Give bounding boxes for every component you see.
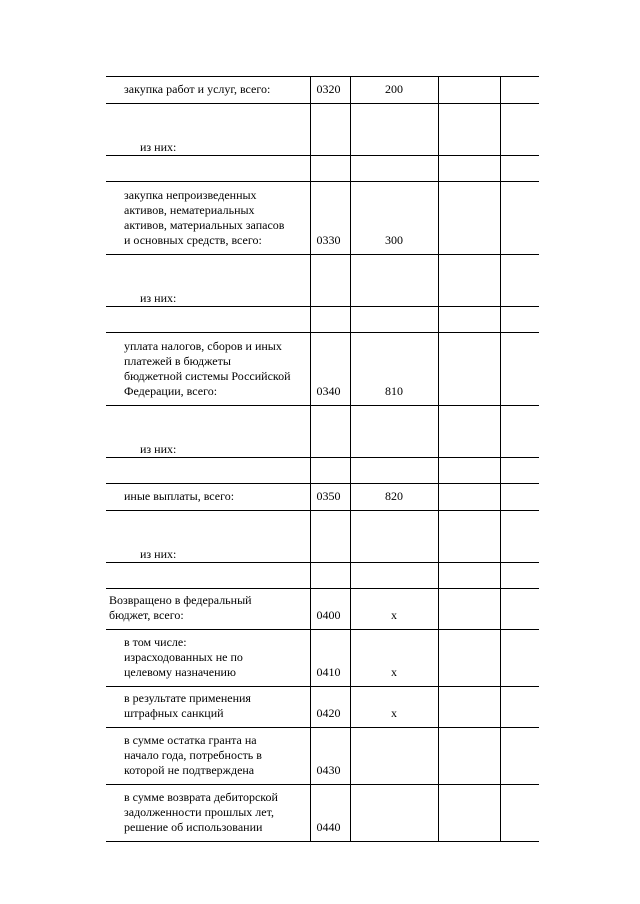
- row-code: 0400: [316, 608, 341, 622]
- row-name: [106, 339, 310, 405]
- empty-cell: [500, 511, 539, 563]
- empty-cell: [438, 255, 500, 307]
- row-kosgu-cell: [350, 687, 438, 728]
- row-name-line: бюджет, всего:: [109, 608, 184, 622]
- row-name-cell: [106, 255, 310, 307]
- row-name-line: уплата налогов, сборов и иных: [124, 339, 282, 353]
- table-row: [106, 484, 539, 511]
- empty-cell: [438, 563, 500, 589]
- row-kosgu: x: [391, 608, 397, 622]
- row-code-cell: [310, 182, 350, 255]
- empty-cell: [500, 77, 539, 104]
- row-name: [106, 635, 310, 686]
- row-name-line: и основных средств, всего:: [124, 233, 262, 247]
- empty-cell: [500, 785, 539, 842]
- empty-cell: [500, 406, 539, 458]
- row-code-cell: [310, 785, 350, 842]
- row-kosgu-cell: [350, 156, 438, 182]
- row-code-cell: [310, 255, 350, 307]
- row-name-line: платежей в бюджеты: [124, 354, 231, 368]
- row-kosgu: x: [391, 665, 397, 679]
- row-name-line: в том числе:: [124, 635, 187, 649]
- row-code-cell: [310, 728, 350, 785]
- row-code-cell: [310, 307, 350, 333]
- row-name-line: бюджетной системы Российской: [124, 369, 291, 383]
- row-code-cell: [310, 333, 350, 406]
- row-kosgu-cell: [350, 563, 438, 589]
- row-name-cell: [106, 563, 310, 589]
- row-kosgu-cell: [350, 182, 438, 255]
- row-name-cell: [106, 458, 310, 484]
- empty-cell: [500, 156, 539, 182]
- row-kosgu-cell: [350, 307, 438, 333]
- row-kosgu-cell: [350, 77, 438, 104]
- row-kosgu-cell: [350, 630, 438, 687]
- row-name-cell: [106, 333, 310, 406]
- row-name: из них:: [140, 547, 177, 561]
- row-name-line: штрафных санкций: [124, 706, 224, 720]
- row-code: 0350: [316, 489, 341, 503]
- row-kosgu-cell: [350, 406, 438, 458]
- row-code: 0340: [316, 384, 341, 398]
- table-row: [106, 104, 539, 156]
- empty-cell: [500, 630, 539, 687]
- row-name: иные выплаты, всего:: [124, 489, 235, 503]
- empty-cell: [438, 333, 500, 406]
- row-name-cell: [106, 77, 310, 104]
- table-row: [106, 182, 539, 255]
- empty-cell: [500, 104, 539, 156]
- empty-cell: [500, 563, 539, 589]
- row-code-cell: [310, 406, 350, 458]
- row-code-cell: [310, 156, 350, 182]
- row-code-cell: [310, 511, 350, 563]
- row-name: [106, 733, 310, 784]
- row-name-line: закупка непроизведенных: [124, 188, 257, 202]
- row-name-line: в результате применения: [124, 691, 251, 705]
- row-name-line: начало года, потребность в: [124, 748, 262, 762]
- table-row: [106, 563, 539, 589]
- row-code: 0410: [316, 665, 341, 679]
- row-code: 0330: [316, 233, 341, 247]
- row-name-cell: [106, 104, 310, 156]
- empty-cell: [438, 458, 500, 484]
- row-code-cell: [310, 589, 350, 630]
- row-name-line: которой не подтверждена: [124, 763, 255, 777]
- row-name: [106, 691, 310, 727]
- row-kosgu-cell: [350, 255, 438, 307]
- table-row: [106, 630, 539, 687]
- row-kosgu: 820: [385, 489, 403, 503]
- row-code: 0420: [316, 706, 341, 720]
- row-name-cell: [106, 156, 310, 182]
- row-kosgu-cell: [350, 104, 438, 156]
- empty-cell: [438, 156, 500, 182]
- empty-cell: [500, 333, 539, 406]
- row-name: из них:: [140, 291, 177, 305]
- row-code-cell: [310, 484, 350, 511]
- row-kosgu-cell: [350, 589, 438, 630]
- row-name-cell: [106, 728, 310, 785]
- row-kosgu: x: [391, 706, 397, 720]
- empty-cell: [438, 630, 500, 687]
- table-row: [106, 511, 539, 563]
- row-name: [106, 593, 310, 629]
- row-name-line: в сумме возврата дебиторской: [124, 790, 278, 804]
- row-kosgu-cell: [350, 458, 438, 484]
- empty-cell: [438, 785, 500, 842]
- row-kosgu-cell: [350, 333, 438, 406]
- row-kosgu-cell: [350, 785, 438, 842]
- row-name-cell: [106, 687, 310, 728]
- table-row: [106, 589, 539, 630]
- empty-cell: [500, 307, 539, 333]
- row-name: закупка работ и услуг, всего:: [124, 82, 271, 96]
- row-name-cell: [106, 785, 310, 842]
- empty-cell: [438, 511, 500, 563]
- row-name-line: задолженности прошлых лет,: [124, 805, 274, 819]
- row-code-cell: [310, 77, 350, 104]
- row-name-line: целевому назначению: [124, 665, 236, 679]
- row-name-line: активов, материальных запасов: [124, 218, 285, 232]
- table-row: [106, 785, 539, 842]
- empty-cell: [500, 687, 539, 728]
- row-code-cell: [310, 104, 350, 156]
- row-name-cell: [106, 630, 310, 687]
- row-name-line: израсходованных не по: [124, 650, 243, 664]
- row-name: из них:: [140, 442, 177, 456]
- table-row: [106, 333, 539, 406]
- empty-cell: [438, 182, 500, 255]
- empty-cell: [500, 484, 539, 511]
- row-name-cell: [106, 589, 310, 630]
- row-code-cell: [310, 687, 350, 728]
- table-row: [106, 687, 539, 728]
- row-name-cell: [106, 182, 310, 255]
- row-code: 0320: [316, 82, 341, 96]
- row-kosgu-cell: [350, 484, 438, 511]
- row-code-cell: [310, 563, 350, 589]
- table-row: [106, 307, 539, 333]
- empty-cell: [500, 728, 539, 785]
- row-name-cell: [106, 484, 310, 511]
- table-row: [106, 255, 539, 307]
- row-code: 0440: [316, 820, 341, 834]
- row-name-cell: [106, 307, 310, 333]
- row-kosgu: 200: [385, 82, 403, 96]
- row-name-line: Федерации, всего:: [124, 384, 218, 398]
- row-name: [106, 188, 310, 254]
- table-row: [106, 458, 539, 484]
- row-name-line: Возвращено в федеральный: [109, 593, 252, 607]
- row-name: [106, 790, 310, 841]
- row-name-cell: [106, 511, 310, 563]
- row-kosgu: 810: [385, 384, 403, 398]
- row-code-cell: [310, 630, 350, 687]
- report-table: [106, 76, 539, 842]
- row-name-line: решение об использовании: [124, 820, 263, 834]
- empty-cell: [438, 589, 500, 630]
- table-row: [106, 156, 539, 182]
- table-row: [106, 728, 539, 785]
- empty-cell: [500, 182, 539, 255]
- table-row: [106, 77, 539, 104]
- row-name-line: в сумме остатка гранта на: [124, 733, 257, 747]
- empty-cell: [438, 484, 500, 511]
- row-kosgu: 300: [385, 233, 403, 247]
- empty-cell: [500, 255, 539, 307]
- table-row: [106, 406, 539, 458]
- empty-cell: [438, 728, 500, 785]
- empty-cell: [438, 104, 500, 156]
- empty-cell: [438, 687, 500, 728]
- row-name-line: активов, нематериальных: [124, 203, 255, 217]
- empty-cell: [500, 589, 539, 630]
- row-kosgu-cell: [350, 728, 438, 785]
- empty-cell: [500, 458, 539, 484]
- empty-cell: [438, 77, 500, 104]
- empty-cell: [438, 406, 500, 458]
- row-code-cell: [310, 458, 350, 484]
- row-kosgu-cell: [350, 511, 438, 563]
- empty-cell: [438, 307, 500, 333]
- row-name: из них:: [140, 140, 177, 154]
- row-code: 0430: [316, 763, 341, 777]
- row-name-cell: [106, 406, 310, 458]
